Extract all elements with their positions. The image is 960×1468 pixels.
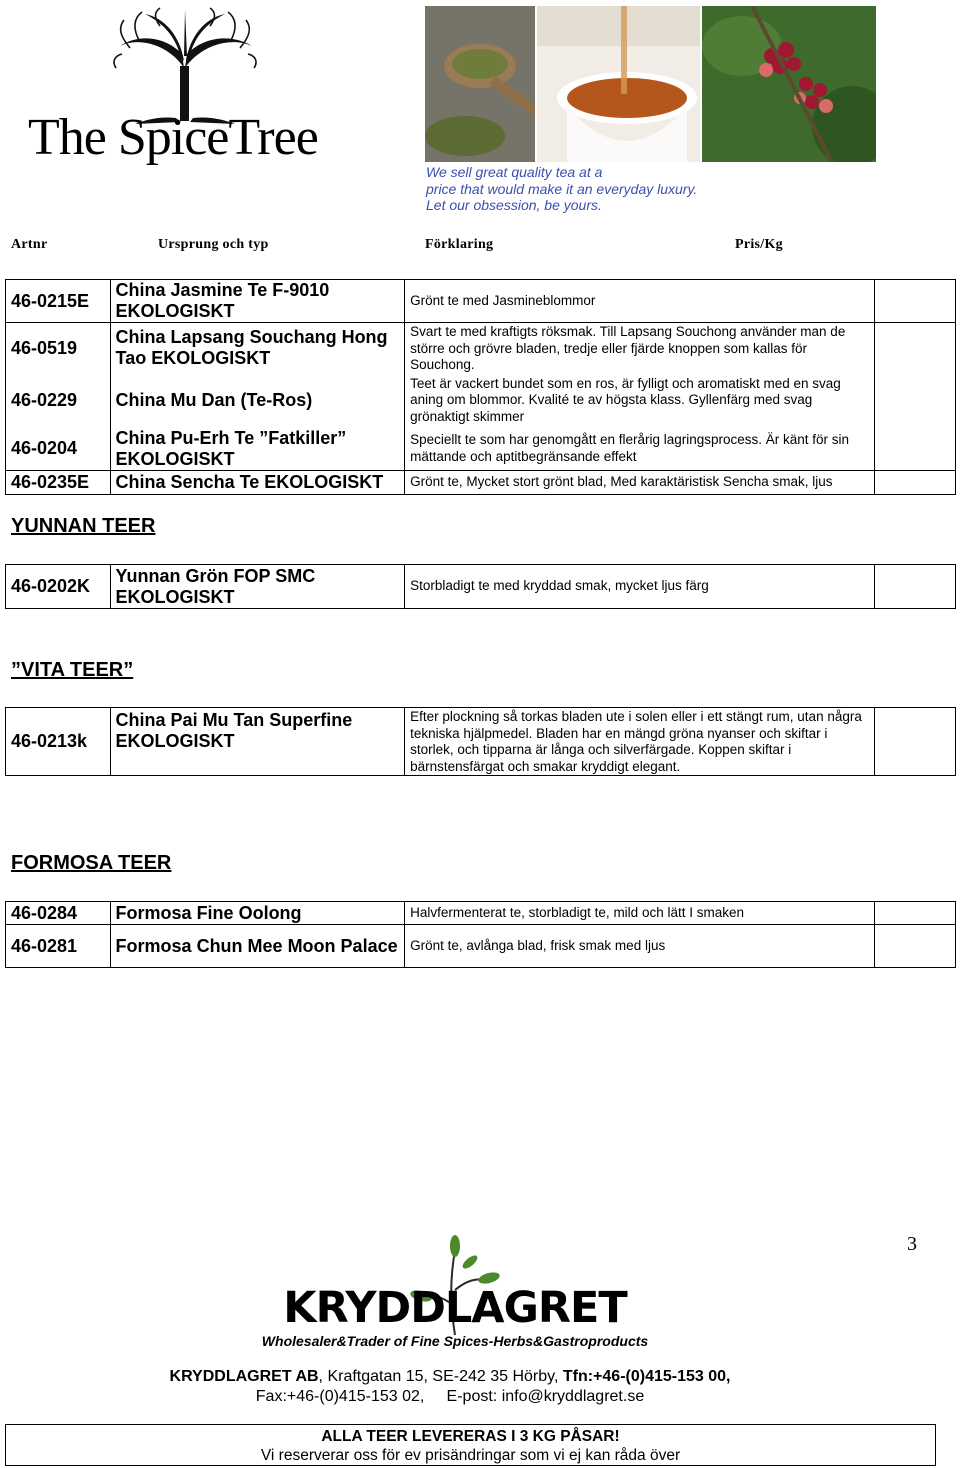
artnr-cell: 46-0235E	[6, 470, 111, 494]
name-cell: China Sencha Te EKOLOGISKT	[110, 470, 405, 494]
price-cell	[874, 708, 955, 776]
artnr-cell: 46-0213k	[6, 708, 111, 776]
artnr-cell: 46-0215E	[6, 280, 111, 323]
table-row	[6, 565, 956, 609]
company-address	[0, 1368, 900, 1386]
desc-cell: Speciellt te som har genomgått en flerårig lagringsprocess. Är känt för sin mättande och aptitbegränsande effekt	[405, 428, 874, 471]
slogan	[426, 164, 697, 214]
desc-cell: Halvfermenterat te, storbladigt te, mild och lätt I smaken	[405, 902, 874, 925]
price-cell	[874, 925, 955, 968]
notice-line-2: Vi reserverar oss för ev prisändringar som vi ej kan råda över	[260, 1447, 681, 1464]
name-cell: China Jasmine Te F-9010 EKOLOGISKT	[110, 280, 405, 323]
tea-table-formosa	[5, 901, 956, 968]
price-cell	[874, 902, 955, 925]
notice-box	[5, 1424, 936, 1466]
kryddlagret-logo-text: KRYDDLAGRET	[283, 1283, 627, 1333]
table-row	[6, 902, 956, 925]
table-row	[6, 708, 956, 776]
name-cell: China Pai Mu Tan Superfine EKOLOGISKT	[110, 708, 405, 776]
slogan-line-2: price that would make it an everyday luxury.	[426, 180, 698, 197]
price-cell	[874, 565, 955, 609]
desc-cell: Efter plockning så torkas bladen ute i solen eller i ett stängt rum, utan några tekniska hjälpmedel. Bladen har en mängd gröna nyanser och skiftar i storlek, och tipparna är långa och silverfärgade. Koppen skiftar i bärnstensfärgat och smakar kryddigt elegant.	[405, 708, 874, 776]
name-cell: China Pu-Erh Te ”Fatkiller” EKOLOGISKT	[110, 428, 405, 471]
address-text: , Kraftgatan 15, SE-242 35 Hörby,	[318, 1368, 563, 1385]
green-tea-leaves-photo	[425, 6, 535, 162]
price-cell	[874, 323, 955, 374]
section-title-vita: ”VITA TEER”	[11, 659, 134, 681]
name-cell: Formosa Fine Oolong	[110, 902, 405, 925]
desc-cell: Grönt te, Mycket stort grönt blad, Med karaktäristisk Sencha smak, ljus	[405, 470, 874, 494]
desc-cell: Teet är vackert bundet som en ros, är fylligt och aromatiskt med en svag aning om blommor. Kvalité te av högsta klass. Gyllenfärg med svag grönaktigt skimmer	[405, 374, 874, 428]
name-cell: Yunnan Grön FOP SMC EKOLOGISKT	[110, 565, 405, 609]
column-header-forklaring: Förklaring	[425, 237, 494, 252]
page-number: 3	[907, 1233, 917, 1255]
name-cell: Formosa Chun Mee Moon Palace	[110, 925, 405, 968]
table-row	[6, 323, 956, 374]
section-title-yunnan: YUNNAN TEER	[11, 515, 156, 537]
kryddlagret-tagline: Wholesaler&Trader of Fine Spices-Herbs&Gastroproducts	[261, 1333, 649, 1349]
artnr-cell: 46-0204	[6, 428, 111, 471]
tea-cup-photo	[537, 6, 700, 162]
price-cell	[874, 280, 955, 323]
artnr-cell: 46-0202K	[6, 565, 111, 609]
desc-cell: Grönt te med Jasmineblommor	[405, 280, 874, 323]
tea-table-main	[5, 279, 956, 495]
table-row	[6, 428, 956, 471]
company-name: KRYDDLAGRET AB	[169, 1368, 319, 1385]
slogan-line-1: We sell great quality tea at a	[426, 164, 603, 180]
artnr-cell: 46-0281	[6, 925, 111, 968]
price-cell	[874, 470, 955, 494]
price-cell	[874, 374, 955, 428]
notice-line-1: ALLA TEER LEVERERAS I 3 KG PÅSAR!	[321, 1428, 620, 1445]
table-row	[6, 280, 956, 323]
artnr-cell: 46-0229	[6, 374, 111, 428]
tea-table-yunnan	[5, 564, 956, 609]
artnr-cell: 46-0519	[6, 323, 111, 374]
column-header-artnr: Artnr	[11, 237, 48, 252]
phone-text: Tfn:+46-(0)415-153 00,	[562, 1368, 731, 1385]
name-cell: China Lapsang Souchang Hong Tao EKOLOGISKT	[110, 323, 405, 374]
column-header-ursprung: Ursprung och typ	[158, 237, 269, 252]
table-row	[6, 470, 956, 494]
column-header-pris: Pris/Kg	[735, 237, 783, 252]
name-cell: China Mu Dan (Te-Ros)	[110, 374, 405, 428]
slogan-line-3: Let our obsession, be yours.	[426, 197, 602, 213]
spice-tree-logo-text: The SpiceTree	[28, 109, 318, 166]
desc-cell: Grönt te, avlånga blad, frisk smak med ljus	[405, 925, 874, 968]
price-cell	[874, 428, 955, 471]
coffee-berries-photo	[702, 6, 876, 162]
table-row	[6, 925, 956, 968]
tea-table-vita	[5, 707, 956, 776]
desc-cell: Svart te med kraftigts röksmak. Till Lapsang Souchong använder man de större och grövre bladen, tredje eller fjärde knoppen som kallas för Souchong.	[405, 323, 874, 374]
table-row	[6, 374, 956, 428]
artnr-cell: 46-0284	[6, 902, 111, 925]
desc-cell: Storbladigt te med kryddad smak, mycket ljus färg	[405, 565, 874, 609]
section-title-formosa: FORMOSA TEER	[11, 852, 172, 874]
fax-email: Fax:+46-(0)415-153 02, E-post: info@kryddlagret.se	[255, 1388, 645, 1405]
